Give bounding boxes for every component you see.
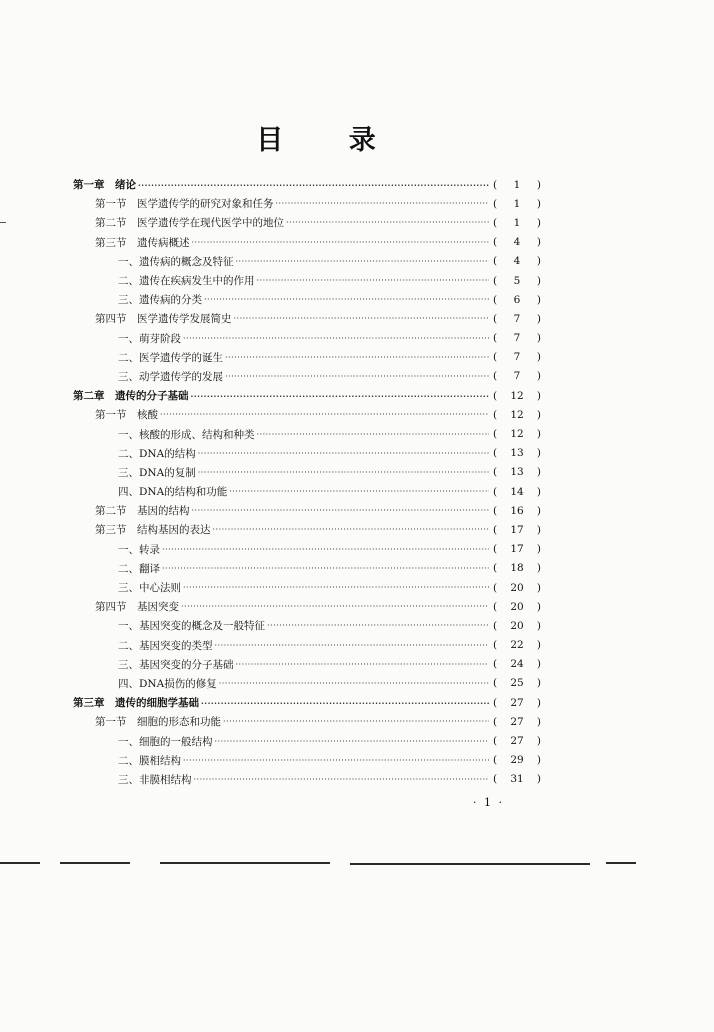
toc-page-number: 24 — [510, 658, 524, 671]
toc-page-number: 12 — [510, 408, 524, 421]
toc-entry-chapter — [0, 386, 714, 405]
toc-entry-item — [0, 252, 714, 271]
toc-entry-title-area — [0, 388, 489, 403]
toc-entry-label: 第二章 遗传的分子基础 — [73, 390, 189, 403]
toc-entry-title-area — [0, 427, 489, 442]
toc-dot-leader — [201, 698, 489, 708]
page-number: · 1 · — [473, 796, 504, 809]
toc-page-ref: ( 7 ) — [493, 370, 541, 383]
toc-entry-label: 第一节 医学遗传学的研究对象和任务 — [95, 198, 274, 211]
toc-dot-leader — [194, 775, 490, 784]
scan-artifact-line — [0, 862, 714, 864]
toc-page-ref: ( 5 ) — [493, 274, 541, 287]
toc-entry-item — [0, 731, 714, 750]
toc-entry-label: 第一章 绪论 — [73, 179, 136, 192]
toc-page-number: 17 — [510, 543, 524, 556]
toc-dot-leader — [225, 353, 489, 362]
toc-page-ref: ( 7 ) — [493, 351, 541, 364]
toc-entry-section — [0, 405, 714, 424]
toc-entry-label: 第三节 结构基因的表达 — [95, 524, 211, 537]
toc-page-number: 7 — [513, 370, 521, 383]
toc-page-ref: ( 20 ) — [493, 581, 541, 594]
toc-entry-item — [0, 424, 714, 443]
toc-entry-label: 一、遗传病的概念及特征 — [118, 255, 234, 268]
toc-entry-item — [0, 578, 714, 597]
toc-page-ref: ( 25 ) — [493, 677, 541, 690]
toc-entry-label: 第二节 医学遗传学在现代医学中的地位 — [95, 217, 284, 230]
table-of-contents — [0, 175, 714, 789]
toc-entry-title-area — [0, 561, 489, 576]
toc-dot-leader — [204, 295, 489, 304]
toc-entry-item — [0, 348, 714, 367]
toc-page-number: 16 — [510, 504, 524, 517]
toc-page-ref: ( 16 ) — [493, 504, 541, 517]
toc-dot-leader — [160, 410, 489, 419]
toc-entry-section — [0, 309, 714, 328]
toc-entry-label: 一、基因突变的概念及一般特征 — [118, 620, 265, 633]
toc-entry-item — [0, 559, 714, 578]
toc-entry-item — [0, 674, 714, 693]
scan-edge-mark — [0, 222, 6, 223]
toc-page-ref: ( 1 ) — [493, 178, 541, 191]
toc-page-ref: ( 12 ) — [493, 389, 541, 402]
toc-entry-section — [0, 520, 714, 539]
toc-page-number: 7 — [513, 312, 521, 325]
toc-page-number: 20 — [510, 581, 524, 594]
toc-page-number: 27 — [510, 715, 524, 728]
toc-entry-title-area — [0, 484, 489, 499]
toc-entry-chapter — [0, 693, 714, 712]
toc-entry-item — [0, 616, 714, 635]
toc-entry-title-area — [0, 369, 489, 384]
toc-page-number: 20 — [510, 600, 524, 613]
toc-page-number: 1 — [513, 197, 521, 210]
toc-page-number: 1 — [513, 178, 521, 191]
toc-entry-section — [0, 501, 714, 520]
toc-page-ref: ( 22 ) — [493, 639, 541, 652]
toc-page-ref: ( 1 ) — [493, 197, 541, 210]
toc-page-number: 12 — [510, 389, 524, 402]
toc-page-number: 5 — [513, 274, 521, 287]
toc-dot-leader — [225, 372, 489, 381]
toc-page-ref: ( 24 ) — [493, 658, 541, 671]
toc-entry-label: 第一节 细胞的形态和功能 — [95, 716, 221, 729]
toc-entry-item — [0, 290, 714, 309]
toc-dot-leader — [192, 238, 490, 247]
toc-dot-leader — [219, 679, 489, 688]
toc-entry-title-area — [0, 542, 489, 557]
toc-entry-label: 三、中心法则 — [118, 582, 181, 595]
toc-entry-section — [0, 213, 714, 232]
toc-dot-leader — [138, 180, 489, 190]
toc-entry-title-area — [0, 407, 489, 422]
toc-page-ref: ( 12 ) — [493, 408, 541, 421]
toc-page-number: 29 — [510, 754, 524, 767]
toc-entry-item — [0, 751, 714, 770]
toc-entry-label: 一、萌芽阶段 — [118, 332, 181, 345]
toc-page-ref: ( 18 ) — [493, 562, 541, 575]
toc-page-number: 27 — [510, 735, 524, 748]
toc-page-ref: ( 4 ) — [493, 255, 541, 268]
toc-dot-leader — [223, 717, 489, 726]
toc-entry-title-area — [0, 215, 489, 230]
toc-dot-leader — [213, 525, 490, 534]
toc-page-number: 22 — [510, 639, 524, 652]
toc-page-number: 27 — [510, 696, 524, 709]
page-title: 目 录 — [256, 125, 404, 156]
toc-page-ref: ( 20 ) — [493, 600, 541, 613]
toc-entry-title-area — [0, 235, 489, 250]
toc-entry-title-area — [0, 522, 489, 537]
toc-page-number: 7 — [513, 332, 521, 345]
toc-entry-item — [0, 655, 714, 674]
toc-page-number: 18 — [510, 562, 524, 575]
toc-page-ref: ( 4 ) — [493, 236, 541, 249]
toc-dot-leader — [215, 641, 490, 650]
toc-page-ref: ( 6 ) — [493, 293, 541, 306]
toc-entry-label: 第三章 遗传的细胞学基础 — [73, 697, 199, 710]
toc-entry-title-area — [0, 254, 489, 269]
toc-dot-leader — [215, 737, 490, 746]
toc-entry-item — [0, 770, 714, 789]
toc-page-ref: ( 12 ) — [493, 428, 541, 441]
toc-entry-label: 三、DNA的复制 — [118, 466, 196, 479]
toc-entry-item — [0, 444, 714, 463]
toc-entry-label: 一、转录 — [118, 543, 160, 556]
toc-entry-title-area — [0, 734, 489, 749]
toc-dot-leader — [286, 218, 489, 227]
toc-dot-leader — [257, 276, 490, 285]
toc-dot-leader — [229, 487, 489, 496]
toc-page-ref: ( 1 ) — [493, 216, 541, 229]
toc-page-number: 17 — [510, 523, 524, 536]
toc-entry-section — [0, 194, 714, 213]
toc-entry-title-area — [0, 753, 489, 768]
toc-entry-label: 一、细胞的一般结构 — [118, 735, 213, 748]
toc-dot-leader — [192, 506, 490, 515]
toc-dot-leader — [198, 468, 489, 477]
toc-page-number: 7 — [513, 351, 521, 364]
toc-dot-leader — [234, 314, 490, 323]
toc-entry-item — [0, 271, 714, 290]
toc-entry-label: 二、DNA的结构 — [118, 447, 196, 460]
toc-entry-title-area — [0, 331, 489, 346]
toc-entry-title-area — [0, 177, 489, 192]
toc-entry-item — [0, 540, 714, 559]
toc-page-ref: ( 17 ) — [493, 523, 541, 536]
toc-dot-leader — [181, 602, 489, 611]
toc-dot-leader — [198, 449, 489, 458]
toc-page-ref: ( 13 ) — [493, 466, 541, 479]
toc-page-number: 31 — [510, 773, 524, 786]
toc-dot-leader — [191, 391, 490, 401]
toc-entry-title-area — [0, 772, 489, 787]
toc-page-ref: ( 14 ) — [493, 485, 541, 498]
toc-entry-label: 二、遗传在疾病发生中的作用 — [118, 275, 255, 288]
toc-page-number: 13 — [510, 466, 524, 479]
toc-page-number: 13 — [510, 447, 524, 460]
toc-entry-title-area — [0, 676, 489, 691]
toc-dot-leader — [276, 199, 490, 208]
toc-entry-title-area — [0, 503, 489, 518]
toc-entry-item — [0, 636, 714, 655]
toc-entry-title-area — [0, 273, 489, 288]
toc-entry-label: 二、基因突变的类型 — [118, 639, 213, 652]
toc-entry-title-area — [0, 714, 489, 729]
toc-entry-section — [0, 597, 714, 616]
toc-entry-label: 二、膜相结构 — [118, 754, 181, 767]
toc-page-number: 25 — [510, 677, 524, 690]
toc-entry-item — [0, 329, 714, 348]
toc-entry-label: 第四节 医学遗传学发展简史 — [95, 313, 232, 326]
toc-dot-leader — [257, 430, 490, 439]
toc-entry-title-area — [0, 695, 489, 710]
toc-entry-label: 四、DNA的结构和功能 — [118, 486, 228, 499]
toc-entry-title-area — [0, 657, 489, 672]
toc-entry-title-area — [0, 618, 489, 633]
toc-page-ref: ( 7 ) — [493, 312, 541, 325]
toc-entry-title-area — [0, 580, 489, 595]
toc-entry-title-area — [0, 599, 489, 614]
toc-page-number: 4 — [513, 255, 521, 268]
toc-page-ref: ( 27 ) — [493, 696, 541, 709]
toc-entry-section — [0, 233, 714, 252]
toc-entry-item — [0, 463, 714, 482]
toc-entry-title-area — [0, 292, 489, 307]
toc-entry-title-area — [0, 638, 489, 653]
toc-entry-title-area — [0, 196, 489, 211]
toc-page-number: 6 — [513, 293, 521, 306]
toc-page-ref: ( 17 ) — [493, 543, 541, 556]
toc-entry-label: 第一节 核酸 — [95, 409, 158, 422]
toc-dot-leader — [236, 257, 490, 266]
toc-entry-item — [0, 482, 714, 501]
toc-entry-label: 三、非膜相结构 — [118, 773, 192, 786]
toc-page-ref: ( 27 ) — [493, 735, 541, 748]
toc-entry-label: 二、翻译 — [118, 562, 160, 575]
toc-page-ref: ( 7 ) — [493, 332, 541, 345]
toc-entry-title-area — [0, 311, 489, 326]
toc-page-ref: ( 31 ) — [493, 773, 541, 786]
toc-entry-label: 第二节 基因的结构 — [95, 505, 190, 518]
toc-entry-title-area — [0, 446, 489, 461]
toc-page-number: 1 — [513, 216, 521, 229]
toc-dot-leader — [162, 545, 489, 554]
toc-entry-label: 三、动学遗传学的发展 — [118, 370, 223, 383]
toc-entry-title-area — [0, 465, 489, 480]
toc-page-ref: ( 20 ) — [493, 619, 541, 632]
toc-dot-leader — [183, 334, 489, 343]
toc-page-ref: ( 29 ) — [493, 754, 541, 767]
toc-entry-title-area — [0, 350, 489, 365]
toc-page-number: 20 — [510, 619, 524, 632]
toc-entry-item — [0, 367, 714, 386]
toc-entry-label: 二、医学遗传学的诞生 — [118, 351, 223, 364]
toc-page-ref: ( 27 ) — [493, 715, 541, 728]
toc-dot-leader — [267, 621, 489, 630]
toc-entry-label: 一、核酸的形成、结构和种类 — [118, 428, 255, 441]
toc-page-number: 4 — [513, 236, 521, 249]
toc-page-ref: ( 13 ) — [493, 447, 541, 460]
toc-dot-leader — [183, 583, 489, 592]
toc-page-number: 12 — [510, 428, 524, 441]
toc-entry-chapter — [0, 175, 714, 194]
toc-entry-label: 三、遗传病的分类 — [118, 294, 202, 307]
toc-dot-leader — [162, 564, 489, 573]
toc-dot-leader — [183, 756, 489, 765]
toc-entry-section — [0, 712, 714, 731]
toc-page-number: 14 — [510, 485, 524, 498]
toc-entry-label: 四、DNA损伤的修复 — [118, 677, 217, 690]
toc-entry-label: 第四节 基因突变 — [95, 601, 179, 614]
toc-dot-leader — [236, 660, 490, 669]
toc-entry-label: 第三节 遗传病概述 — [95, 236, 190, 249]
toc-entry-label: 三、基因突变的分子基础 — [118, 658, 234, 671]
